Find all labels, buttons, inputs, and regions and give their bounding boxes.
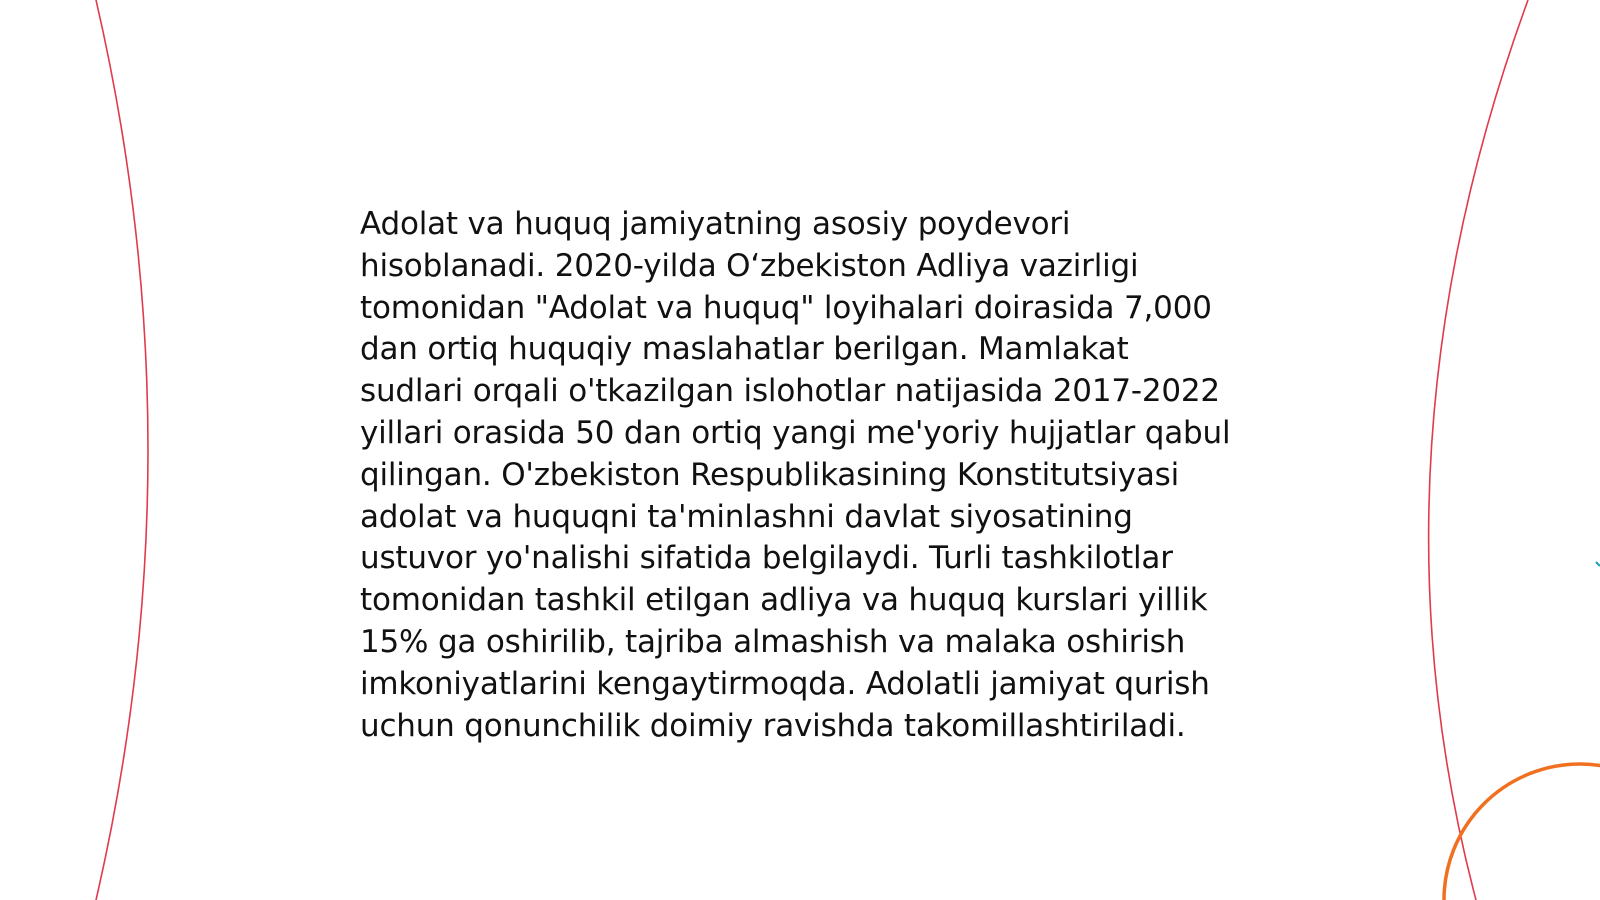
teal-accent-mark <box>1596 562 1600 566</box>
orange-circle-arc <box>1444 764 1600 900</box>
right-red-curve <box>1429 0 1528 900</box>
body-paragraph: Adolat va huquq jamiyatning asosiy poydevori hisoblanadi. 2020-yilda O‘zbekiston Adliya vazirligi tomonidan "Adolat va huquq" loyihalari doirasida 7,000 dan ortiq huquqiy maslahatlar berilgan. Mamlakat sudlari orqali o'tkazilgan islohotlar natijasida 2017-2022 yillari orasida 50 dan ortiq yangi me'yoriy hujjatlar qabul qilingan. O'zbekiston Respublikasining Konstitutsiyasi adolat va huquqni ta'minlashni davlat siyosatining ustuvor yo'nalishi sifatida belgilaydi. Turli tashkilotlar tomonidan tashkil etilgan adliya va huquq kurslari yillik 15% ga oshirilib, tajriba almashish va malaka oshirish imkoniyatlarini kengaytirmoqda. Adolatli jamiyat qurish uchun qonunchilik doimiy ravishda takomillashtiriladi. <box>360 206 1231 744</box>
left-red-curve <box>96 0 148 900</box>
